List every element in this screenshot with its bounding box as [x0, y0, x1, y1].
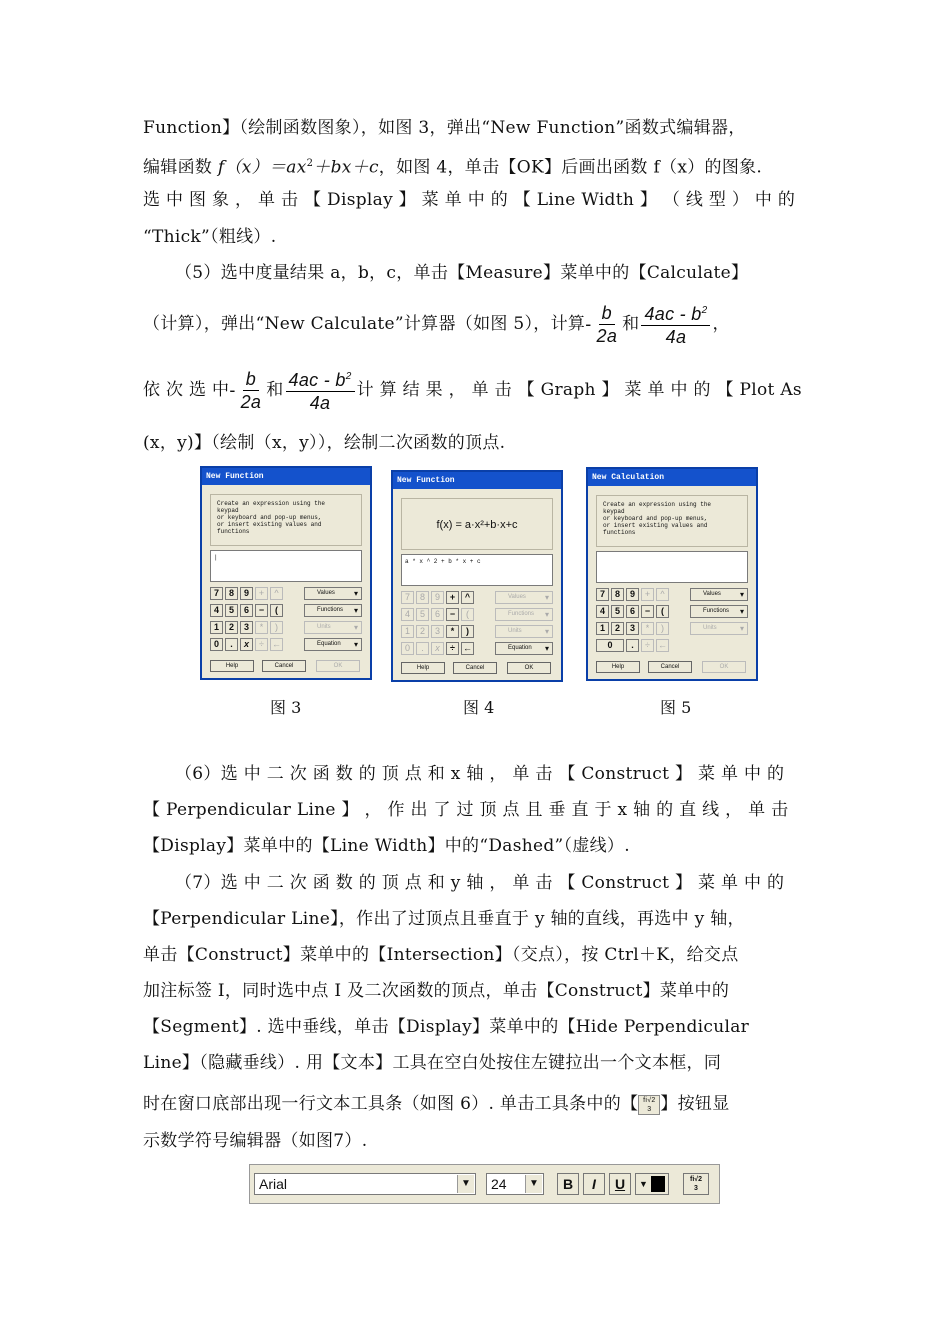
key-minus[interactable]: −	[255, 604, 268, 617]
functions-menu[interactable]: Functions ▾	[304, 604, 362, 617]
key-1[interactable]: 1	[401, 625, 414, 638]
key-0[interactable]: 0	[401, 642, 414, 655]
key-5[interactable]: 5	[611, 605, 624, 618]
equation-menu[interactable]: Equation ▾	[495, 642, 553, 655]
superscript: 2	[306, 158, 314, 169]
key-plus[interactable]: +	[446, 591, 459, 604]
key-7[interactable]: 7	[596, 588, 609, 601]
figure-caption-4: 图 4	[463, 698, 495, 717]
values-menu[interactable]: Values ▾	[304, 587, 362, 600]
text-span: 编辑函数	[143, 157, 218, 178]
key-multiply[interactable]: *	[255, 621, 268, 634]
key-1[interactable]: 1	[210, 621, 223, 634]
key-dot[interactable]: .	[225, 638, 238, 651]
minus-sign: -	[229, 380, 236, 400]
text-span: 】按钮显	[660, 1094, 730, 1114]
ok-button[interactable]: OK	[702, 661, 746, 673]
denominator: 2a	[240, 391, 262, 412]
units-menu[interactable]: Units ▾	[304, 621, 362, 634]
math-symbol-icon: fi√2 3	[638, 1095, 660, 1115]
text-line	[143, 366, 802, 414]
text-line	[143, 300, 730, 348]
text-line: （5）选中度量结果 a，b，c，单击【Measure】菜单中的【Calculate】	[175, 263, 749, 283]
text-line: “Thick”（粗线）.	[143, 227, 277, 247]
help-button[interactable]: Help	[401, 662, 445, 674]
text-line	[143, 154, 762, 178]
key-backspace[interactable]: ←	[658, 640, 667, 650]
key-5[interactable]: 5	[225, 604, 238, 617]
values-menu[interactable]: Values ▾	[495, 591, 553, 604]
key-multiply[interactable]: *	[446, 625, 459, 638]
denominator: 4a	[309, 393, 331, 413]
dialog-title: New Function	[202, 468, 370, 485]
key-paren-close[interactable]: )	[270, 621, 283, 634]
functions-menu[interactable]: Functions ▾	[690, 605, 748, 618]
text-line: 【Perpendicular Line】，作出了过顶点且垂直于 y 轴的直线，再选中 y 轴，	[143, 909, 745, 929]
key-x[interactable]: x	[240, 638, 253, 651]
text-span: 计 算 结 果 ， 单 击 【 Graph 】 菜 单 中 的 【 Plot As	[356, 380, 802, 400]
key-9[interactable]: 9	[240, 587, 253, 600]
units-menu[interactable]: Units ▾	[495, 625, 553, 638]
key-2[interactable]: 2	[416, 625, 429, 638]
text-line: 【 Perpendicular Line 】 ， 作 出 了 过 顶 点 且 垂 直 于 x 轴 的 直 线 ， 单 击	[143, 800, 789, 820]
key-6[interactable]: 6	[431, 608, 444, 621]
key-paren-open[interactable]: (	[656, 605, 669, 618]
text-line: 选 中 图 象 ， 单 击 【 Display 】 菜 单 中 的 【 Line Width 】 （ 线 型 ） 中 的	[143, 190, 796, 210]
key-dot[interactable]: .	[416, 642, 429, 655]
figure-caption-3: 图 3	[270, 698, 302, 717]
cancel-button[interactable]: Cancel	[648, 661, 692, 673]
key-paren-open[interactable]: (	[270, 604, 283, 617]
key-9[interactable]: 9	[431, 591, 444, 604]
key-x[interactable]: x	[431, 642, 444, 655]
cancel-button[interactable]: Cancel	[262, 660, 306, 672]
key-2[interactable]: 2	[611, 622, 624, 635]
new-function-dialog-fig3	[200, 466, 372, 680]
key-8[interactable]: 8	[611, 588, 624, 601]
bold-button[interactable]: B	[557, 1173, 579, 1195]
dialog-title: New Function	[393, 472, 561, 489]
fraction-b-over-2a	[238, 368, 265, 413]
text-line: (x，y)】（绘制（x，y）），绘制二次函数的顶点.	[143, 433, 506, 453]
text-span: 和	[266, 380, 284, 400]
formula-span: f（x）＝ax	[217, 157, 307, 178]
key-1[interactable]: 1	[596, 622, 609, 635]
new-calculation-dialog-fig5	[586, 467, 758, 681]
text-line: 示数学符号编辑器（如图7）.	[143, 1131, 368, 1151]
color-button[interactable]	[635, 1173, 669, 1195]
numerator: $4ac - b^2$	[641, 300, 710, 326]
minus-sign: -	[585, 314, 592, 334]
font-value: Arial	[259, 1176, 288, 1192]
key-paren-close[interactable]: )	[461, 625, 474, 638]
key-3[interactable]: 3	[626, 622, 639, 635]
denominator: 2a	[596, 325, 618, 346]
ok-button[interactable]: OK	[507, 662, 551, 674]
text-line: 【Display】菜单中的【Line Width】中的“Dashed”（虚线）.	[143, 836, 630, 856]
text-line: （6）选 中 二 次 函 数 的 顶 点 和 x 轴 ， 单 击 【 Construct 】 菜 单 中 的	[175, 764, 785, 784]
key-3[interactable]: 3	[240, 621, 253, 634]
key-divide[interactable]: ÷	[641, 639, 654, 652]
numerator: b	[243, 368, 259, 391]
text-span: （计算），弹出“New Calculate”计算器（如图 5），计算	[143, 314, 586, 334]
key-4[interactable]: 4	[210, 604, 223, 617]
expression-input[interactable]	[596, 551, 748, 583]
functions-menu[interactable]: Functions ▾	[495, 608, 553, 621]
text-line: 【Segment】. 选中垂线，单击【Display】菜单中的【Hide Perpendicular	[143, 1017, 750, 1037]
key-divide[interactable]: ÷	[446, 642, 459, 655]
size-select[interactable]	[486, 1173, 544, 1195]
key-backspace[interactable]: ←	[272, 639, 281, 649]
text-line: Function】（绘制函数图象），如图 3，弹出“New Function”函数式编辑器，	[143, 118, 746, 138]
math-symbol-icon: fi√2	[689, 1176, 702, 1183]
color-swatch	[651, 1176, 665, 1192]
denominator: 4a	[665, 327, 687, 347]
help-button[interactable]: Help	[210, 660, 254, 672]
key-8[interactable]: 8	[416, 591, 429, 604]
text-toolbar	[249, 1164, 720, 1204]
key-minus[interactable]: −	[641, 605, 654, 618]
expression-input[interactable]: |	[210, 550, 362, 582]
key-5[interactable]: 5	[416, 608, 429, 621]
dialog-info: Create an expression using the keypad or keyboard and pop-up menus, or insert existing values and functions	[596, 495, 748, 547]
key-power[interactable]: ^	[656, 588, 669, 601]
help-button[interactable]: Help	[596, 661, 640, 673]
key-divide[interactable]: ÷	[255, 638, 268, 651]
key-power[interactable]: ^	[270, 587, 283, 600]
fraction-vertex-y	[286, 366, 355, 414]
dialog-formula-preview: f(x) = a·x²+b·x+c	[401, 498, 553, 550]
key-plus[interactable]: +	[641, 588, 654, 601]
text-span: 和	[622, 314, 640, 334]
key-8[interactable]: 8	[225, 587, 238, 600]
expression-input[interactable]: a * x ^ 2 + b * x + c	[401, 554, 553, 586]
text-line: 单击【Construct】菜单中的【Intersection】（交点），按 Ctrl＋K，给交点	[143, 945, 739, 965]
key-4[interactable]: 4	[596, 605, 609, 618]
fraction-b-over-2a	[594, 302, 621, 347]
text-line: 加注标签 I，同时选中点 I 及二次函数的顶点，单击【Construct】菜单中的	[143, 981, 730, 1001]
font-select[interactable]	[254, 1173, 476, 1195]
key-power[interactable]: ^	[461, 591, 474, 604]
ok-button[interactable]: OK	[316, 660, 360, 672]
dialog-info: Create an expression using the keypad or keyboard and pop-up menus, or insert existing values and functions	[210, 494, 362, 546]
key-6[interactable]: 6	[626, 605, 639, 618]
key-9[interactable]: 9	[626, 588, 639, 601]
values-menu[interactable]: Values ▾	[690, 588, 748, 601]
key-0[interactable]: 0	[210, 638, 223, 651]
size-value: 24	[491, 1176, 507, 1192]
color-dropdown-icon: ▼	[639, 1179, 648, 1189]
key-3[interactable]: 3	[431, 625, 444, 638]
equation-menu[interactable]: Equation ▾	[304, 638, 362, 651]
text-line: （7）选 中 二 次 函 数 的 顶 点 和 y 轴 ， 单 击 【 Construct 】 菜 单 中 的	[175, 873, 785, 893]
key-minus[interactable]: −	[446, 608, 459, 621]
fraction-vertex-y	[641, 300, 710, 348]
units-menu[interactable]: Units ▾	[690, 622, 748, 635]
underline-button[interactable]: U	[609, 1173, 631, 1195]
key-7[interactable]: 7	[210, 587, 223, 600]
key-backspace[interactable]: ←	[463, 643, 472, 653]
math-symbol-button[interactable]: fi√2 3	[683, 1173, 709, 1195]
key-0[interactable]: 0	[596, 639, 624, 652]
key-plus[interactable]: +	[255, 587, 268, 600]
key-4[interactable]: 4	[401, 608, 414, 621]
italic-button[interactable]: I	[583, 1173, 605, 1195]
chevron-down-icon[interactable]: ▼	[525, 1175, 542, 1193]
text-span: 依 次 选 中	[143, 380, 230, 400]
key-paren-close[interactable]: )	[656, 622, 669, 635]
key-7[interactable]: 7	[401, 591, 414, 604]
text-line: Line】（隐藏垂线）. 用【文本】工具在空白处按住左键拉出一个文本框，同	[143, 1053, 722, 1073]
key-multiply[interactable]: *	[641, 622, 654, 635]
dialog-title: New Calculation	[588, 469, 756, 486]
key-2[interactable]: 2	[225, 621, 238, 634]
numerator: b	[599, 302, 615, 325]
formula-span: ＋bx＋c	[313, 157, 379, 178]
cancel-button[interactable]: Cancel	[453, 662, 497, 674]
text-span: ，	[712, 314, 730, 334]
text-line	[143, 1094, 730, 1115]
numerator: $4ac - b^2$	[286, 366, 355, 392]
chevron-down-icon[interactable]: ▼	[457, 1175, 474, 1193]
key-dot[interactable]: .	[626, 639, 639, 652]
text-span: 时在窗口底部出现一行文本工具条（如图 6）. 单击工具条中的【	[143, 1094, 639, 1114]
key-paren-open[interactable]: (	[461, 608, 474, 621]
new-function-dialog-fig4	[391, 470, 563, 682]
figure-caption-5: 图 5	[660, 698, 692, 717]
text-span: ，如图 4，单击【OK】后画出函数 f（x）的图象.	[378, 157, 763, 178]
key-6[interactable]: 6	[240, 604, 253, 617]
